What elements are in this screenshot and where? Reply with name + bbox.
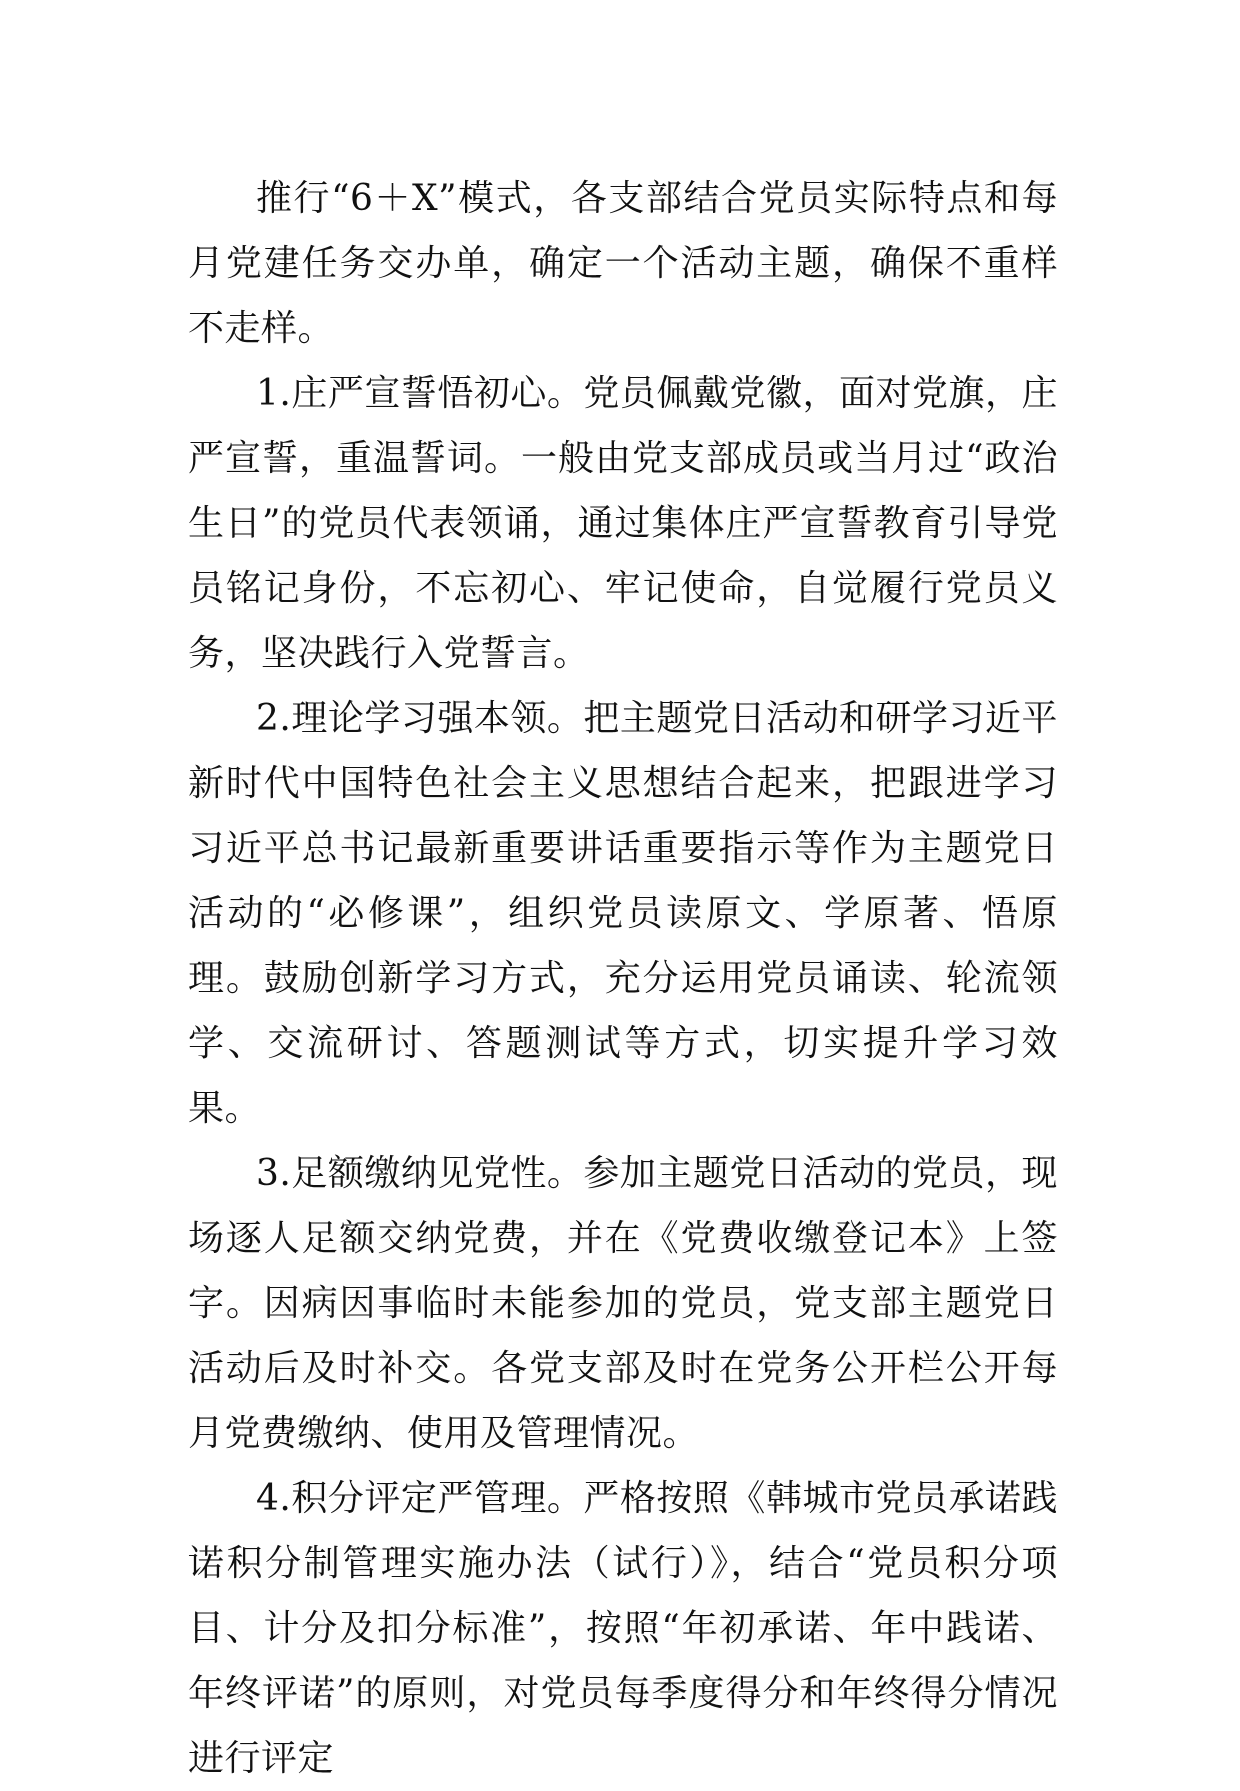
paragraph-intro: 推行“6＋X”模式，各支部结合党员实际特点和每月党建任务交办单，确定一个活动主题，确保不重样不走样。 [188,178,1058,349]
paragraph-item-2: 2.理论学习强本领。把主题党日活动和研学习近平新时代中国特色社会主义思想结合起来，把跟进学习习近平总书记最新重要讲话重要指示等作为主题党日活动的“必修课”，组织党员读原文、学原著、悟原理。鼓励创新学习方式，充分运用党员诵读、轮流领学、交流研讨、答题测试等方式，切实提升学习效果。 [188,698,1058,1129]
paragraph-item-3: 3.足额缴纳见党性。参加主题党日活动的党员，现场逐人足额交纳党费，并在《党费收缴登记本》上签字。因病因事临时未能参加的党员，党支部主题党日活动后及时补交。各党支部及时在党务公开栏公开每月党费缴纳、使用及管理情况。 [188,1153,1058,1454]
document-body [188,166,1058,1791]
paragraph-item-4: 4.积分评定严管理。严格按照《韩城市党员承诺践诺积分制管理实施办法（试行）》，结合“党员积分项目、计分及扣分标准”，按照“年初承诺、年中践诺、年终评诺”的原则，对党员每季度得分和年终得分情况进行评定 [188,1478,1058,1779]
paragraph-item-1: 1.庄严宣誓悟初心。党员佩戴党徽，面对党旗，庄严宣誓，重温誓词。一般由党支部成员或当月过“政治生日”的党员代表领诵，通过集体庄严宣誓教育引导党员铭记身份，不忘初心、牢记使命，自觉履行党员义务，坚决践行入党誓言。 [188,373,1058,674]
